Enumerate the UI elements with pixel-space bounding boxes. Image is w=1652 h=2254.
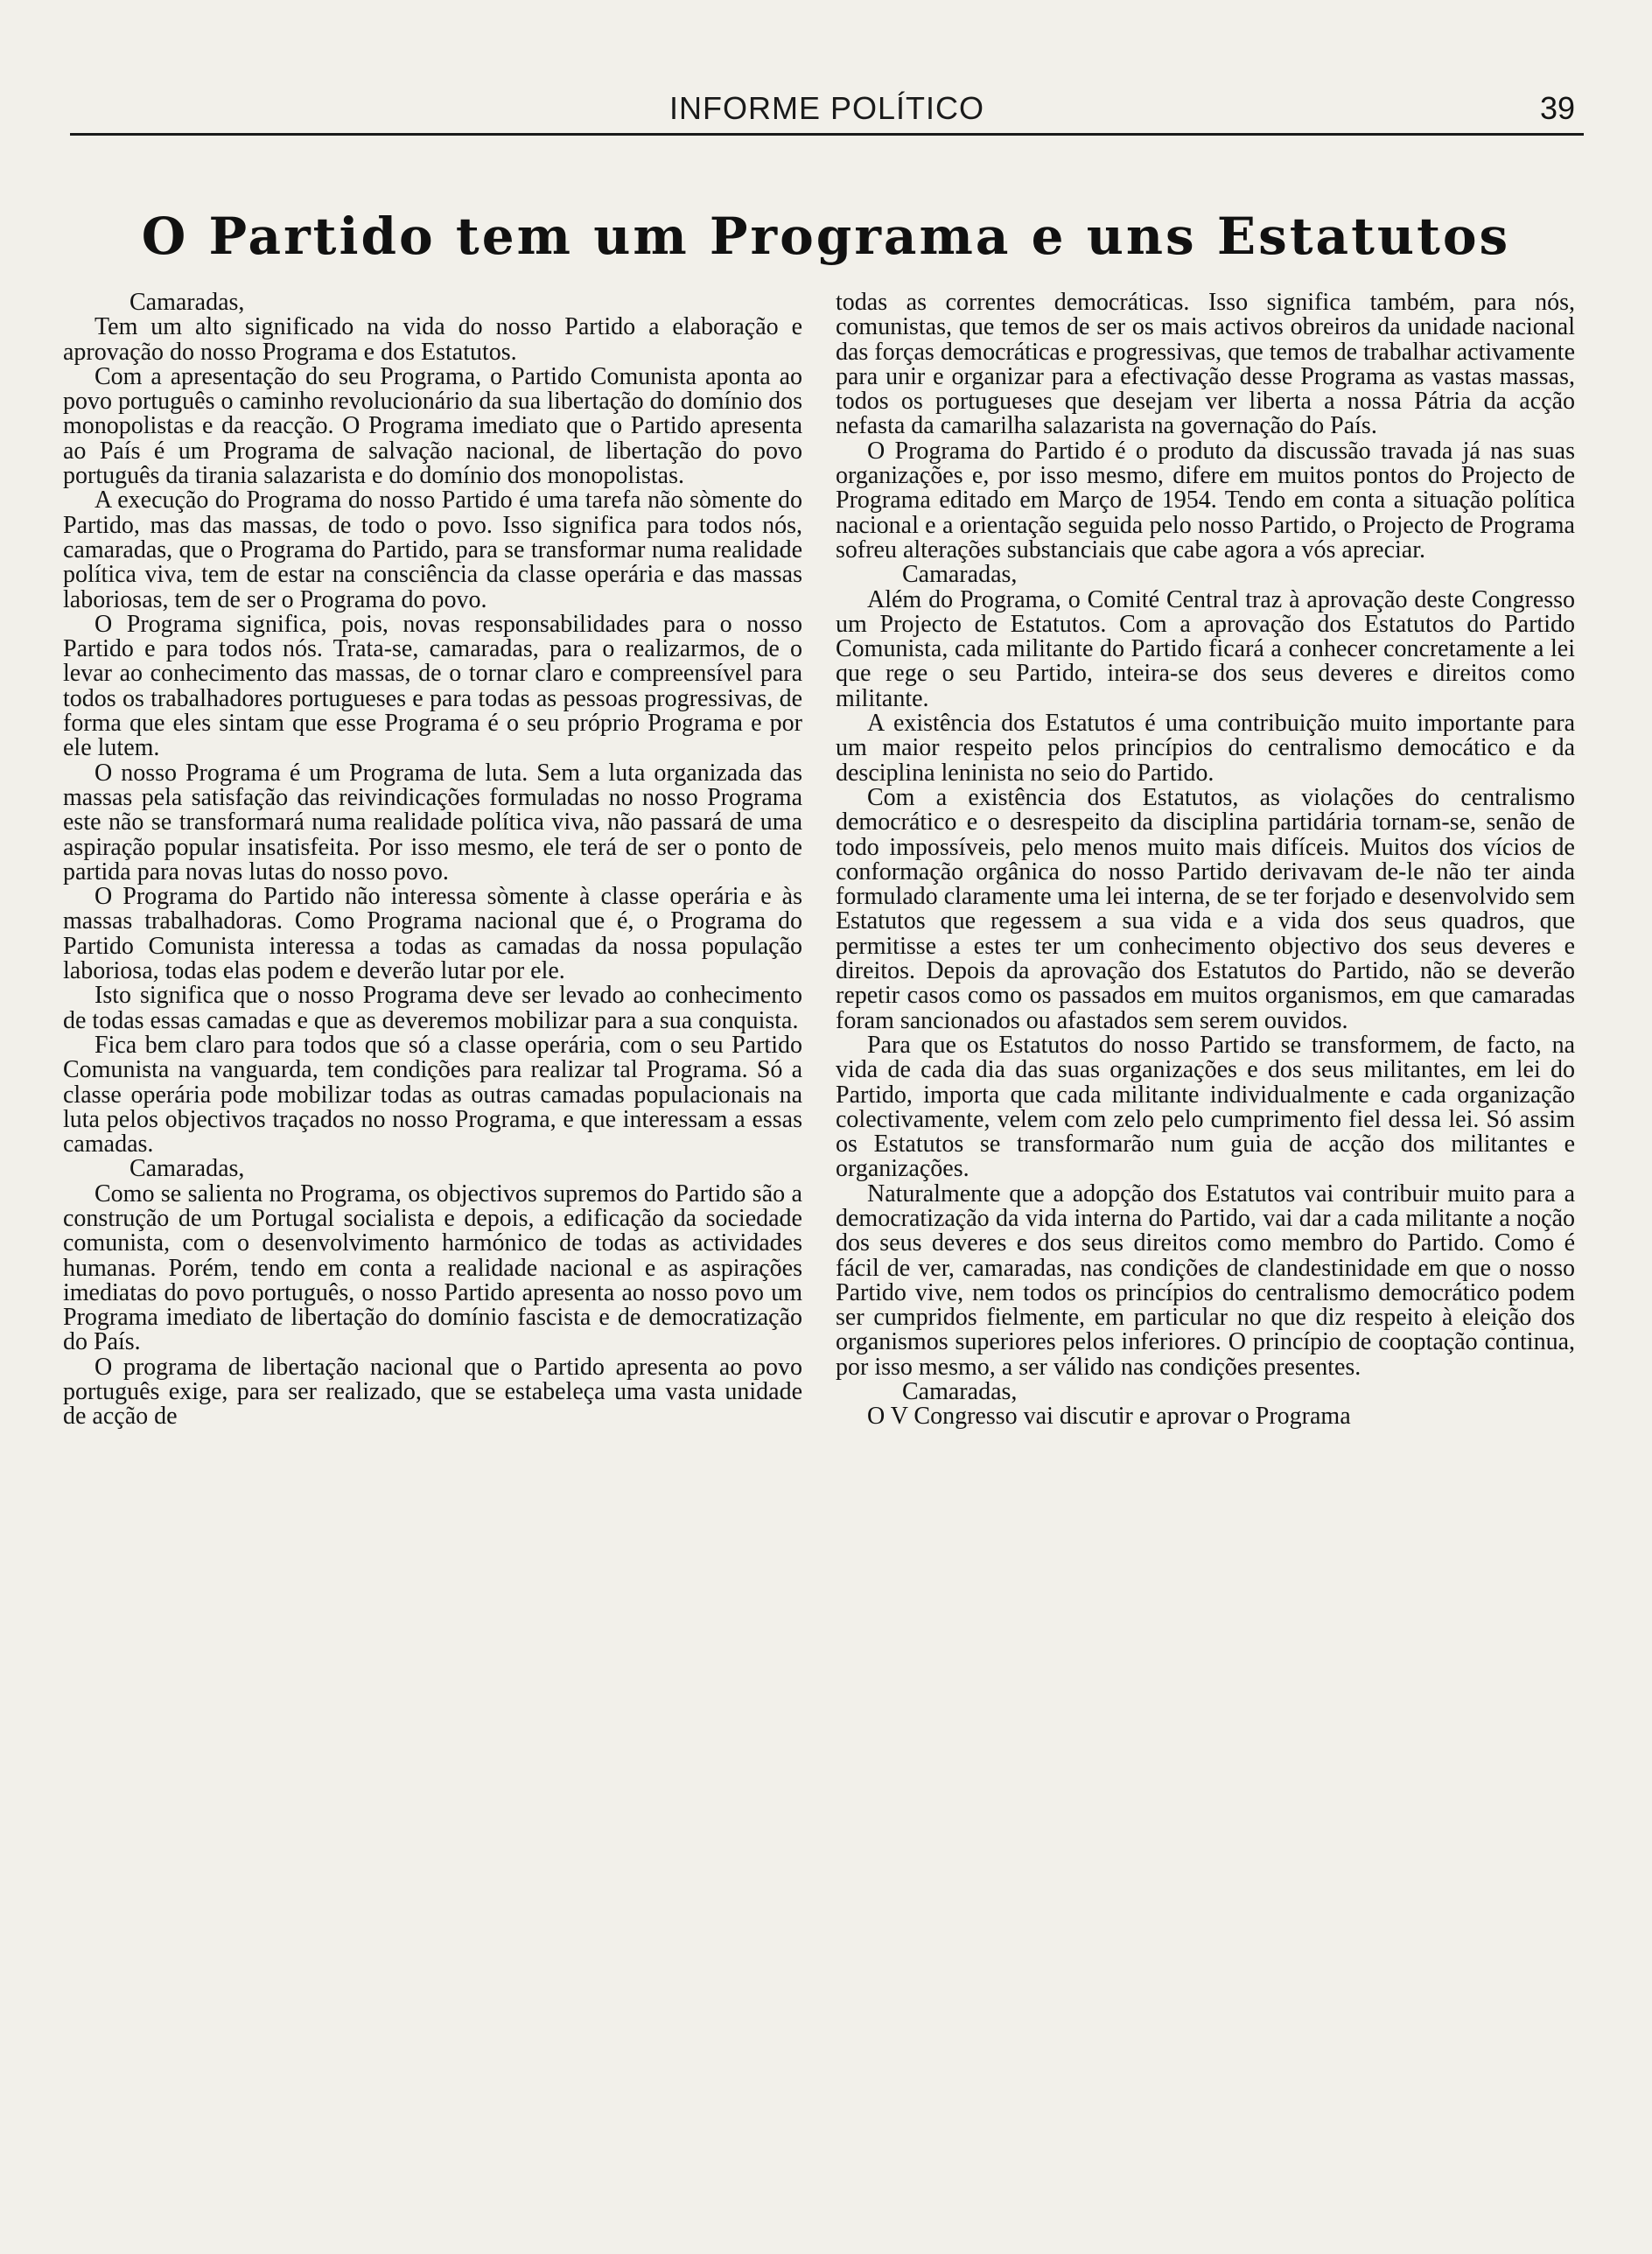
left-text-column (63, 290, 802, 2233)
body-paragraph: Isto significa que o nosso Programa deve ser levado ao conhecimento de todas essas camadas e que as deveremos mobilizar para a sua conquista. (63, 982, 802, 1034)
running-header-title: INFORME POLÍTICO (668, 90, 985, 126)
body-paragraph: Naturalmente que a adopção dos Estatutos vai contribuir muito para a democratização da vida interna do Partido, vai dar a cada militante a noção dos seus deveres e dos seus direitos como membro do Partido. Como é fácil de ver, camaradas, nas condições de clandestinidade em que o nosso Partido vive, nem todos os princípios do centralismo democrático podem ser cumpridos fielmente, em particular no que diz respeito à eleição dos organismos superiores pelos inferiores. O princípio de cooptação continua, por isso mesmo, a ser válido nas condições presentes. (836, 1180, 1575, 1381)
body-paragraph: Para que os Estatutos do nosso Partido se transformem, de facto, na vida de cada dia das suas organizações e dos seus militantes, em lei do Partido, importa que cada militante individualmente e cada organização colectivamente, velem com zelo pelo cumprimento fiel dessa lei. Só assim os Estatutos se transformarão num guia de acção dos militantes e organizações. (836, 1031, 1575, 1183)
salutation-paragraph: Camaradas, (902, 1378, 1018, 1406)
body-paragraph: O V Congresso vai discutir e aprovar o Programa (867, 1403, 1351, 1431)
body-paragraph: Além do Programa, o Comité Central traz à aprovação deste Congresso um Projecto de Estatutos. Com a aprovação dos Estatutos do Partido Comunista, cada militante do Partido ficará a conhecer concretamente a lei que rege o seu Partido, inteira-se dos seus deveres e direitos como militante. (836, 585, 1575, 712)
salutation-paragraph: Camaradas, (130, 290, 245, 316)
body-paragraph: Fica bem claro para todos que só a classe operária, com o seu Partido Comunista na vanguarda, tem condições para realizar tal Programa. Só a classe operária pode mobilizar todas as outras camadas populacionais na luta pelos objectivos traçados no nosso Programa, e que interessam a essas camadas. (63, 1031, 802, 1158)
salutation-paragraph: Camaradas, (902, 561, 1018, 589)
salutation-paragraph: Camaradas, (130, 1155, 245, 1183)
body-paragraph: O Programa significa, pois, novas responsabilidades para o nosso Partido e para todos nós. Trata-se, camaradas, para o realizarmos, de o levar ao conhecimento das massas, de o tornar claro e compreensível para todos os trabalhadores portugueses e para todas as pessoas progressivas, de forma que eles sintam que esse Programa é o seu próprio Programa e por ele lutem. (63, 610, 802, 762)
right-text-column (836, 290, 1575, 2233)
running-header (70, 88, 1584, 136)
body-paragraph: A execução do Programa do nosso Partido é uma tarefa não sòmente do Partido, mas das massas, de todo o povo. Isso significa para todos nós, camaradas, que o Programa do Partido, para se transformar numa realidade política viva, tem de estar na consciência da classe operária e das massas laboriosas, tem de ser o Programa do povo. (63, 486, 802, 613)
body-paragraph: Como se salienta no Programa, os objectivos supremos do Partido são a construção de um Portugal socialista e depois, a edificação da sociedade comunista, com o desenvolvimento harmónico de todas as actividades humanas. Porém, tendo em conta a realidade nacional e as aspirações imediatas do povo português, o nosso Partido apresenta ao nosso povo um Programa imediato de libertação do domínio fascista e de democratização do País. (63, 1180, 802, 1356)
body-paragraph: A existência dos Estatutos é uma contribuição muito importante para um maior respeito pelos princípios do centralismo democático e da desciplina leninista no seio do Partido. (836, 710, 1575, 787)
body-paragraph: Com a existência dos Estatutos, as violações do centralismo democrático e o desrespeito da disciplina partidária tornam-se, senão de todo impossíveis, pelo menos muito mais difíceis. Muitos dos vícios de conformação orgânica do nosso Partido derivavam de-le não ter ainda formulado claramente uma lei interna, de se ter forjado e desenvolvido sem Estatutos que regessem a sua vida e a vida dos seus quadros, que permitisse a estes ter um conhecimento objectivo dos seus deveres e direitos. Depois da aprovação dos Estatutos do Partido, não se deverão repetir casos como os passados em muitos organismos, em que camaradas foram sancionados ou afastados sem serem ouvidos. (836, 783, 1575, 1034)
body-paragraph: todas as correntes democráticas. Isso significa também, para nós, comunistas, que temos de ser os mais activos obreiros da unidade nacional das forças democráticas e progressivas, que temos de trabalhar activamente para unir e organizar para a efectivação desse Programa as vastas massas, todos os portugueses que desejam ver liberta a nossa Pátria da acção nefasta da camarilha salazarista na governação do País. (836, 290, 1575, 440)
body-paragraph: O Programa do Partido não interessa sòmente à classe operária e às massas trabalhadoras. Como Programa nacional que é, o Programa do Partido Comunista interessa a todas as camadas da nossa população laboriosa, todas elas podem e deverão lutar por ele. (63, 883, 802, 985)
body-paragraph: O programa de libertação nacional que o Partido apresenta ao povo português exige, para ser realizado, que se estabeleça uma vasta unidade de acção de (63, 1353, 802, 1431)
body-paragraph: Com a apresentação do seu Programa, o Partido Comunista aponta ao povo português o caminho revolucionário da sua libertação do domínio dos monopolistas e da reacção. O Programa imediato que o Partido apresenta ao País é um Programa de salvação nacional, de libertação do povo português da tirania salazarista e do domínio dos monopolistas. (63, 362, 802, 490)
body-paragraph: O nosso Programa é um Programa de luta. Sem a luta organizada das massas pela satisfação das reivindicações formuladas no nosso Programa este não se transformará numa realidade política viva, não passará de uma aspiração popular insatisfeita. Por isso mesmo, ele terá de ser o ponto de partida para novas lutas do nosso povo. (63, 759, 802, 886)
body-paragraph: Tem um alto significado na vida do nosso Partido a elaboração e aprovação do nosso Programa e dos Estatutos. (63, 313, 802, 366)
page-number: 39 (1539, 90, 1575, 126)
body-paragraph: O Programa do Partido é o produto da discussão travada já nas suas organizações e, por isso mesmo, difere em muitos pontos do Projecto de Programa editado em Março de 1954. Tendo em conta a situação política nacional e a orientação seguida pelo nosso Partido, o Projecto de Programa sofreu alterações substanciais que cabe agora a vós apreciar. (836, 437, 1575, 564)
article-title: O Partido tem um Programa e uns Estatutos (141, 206, 1511, 266)
